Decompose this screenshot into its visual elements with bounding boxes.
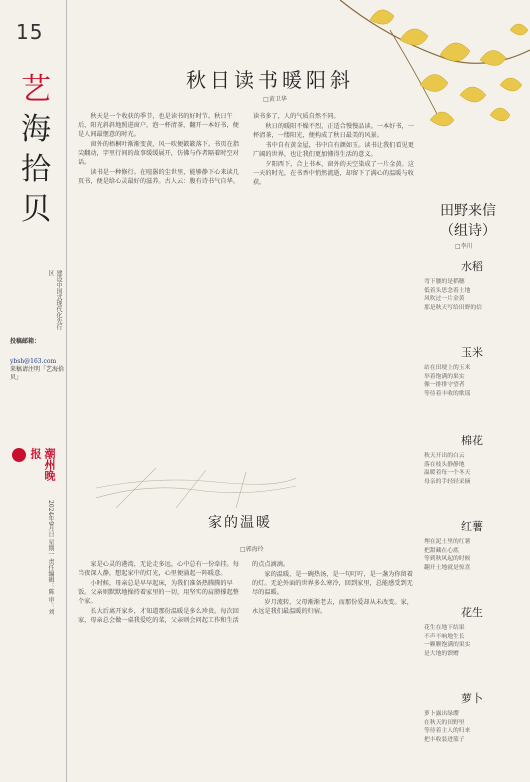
column-title-char-3: 拾 bbox=[21, 152, 51, 187]
article2-paragraph: 家的温暖，是一碗热汤，是一句叮咛，是一盏为你留着的灯。无论外面的世界多么寒冷，回到家里，总能感受到无尽的温暖。 bbox=[252, 571, 413, 596]
poem-line: 不声不响地生长 bbox=[424, 633, 465, 640]
poem-section-heading: 萝卜 bbox=[461, 692, 483, 705]
poem-line: 萝卜露出绿缨 bbox=[424, 711, 459, 717]
article2-body bbox=[78, 560, 416, 776]
poem-line: 落在枝头静静地 bbox=[424, 461, 465, 468]
article1-body bbox=[78, 112, 418, 472]
poem-section-heading: 花生 bbox=[461, 606, 483, 619]
poem-subtitle: （组诗） bbox=[440, 223, 496, 239]
column-divider bbox=[66, 0, 67, 782]
poem-line: 一颗颗饱满的果实 bbox=[424, 642, 471, 648]
column-title-char-4: 贝 bbox=[21, 192, 51, 227]
poem-section bbox=[424, 518, 520, 572]
submission-note: 来稿请注明「艺海拾贝」 bbox=[10, 366, 65, 381]
poem-line: 母亲的手轻轻采摘 bbox=[424, 478, 471, 485]
poem-section bbox=[424, 258, 520, 312]
poem-line: 花生在地下结果 bbox=[424, 625, 465, 631]
page-number: 15 bbox=[16, 20, 44, 44]
invite-head: 投稿邮箱： bbox=[10, 338, 41, 345]
poem-line: 像一排排守望者 bbox=[424, 382, 465, 388]
masthead-column bbox=[6, 8, 68, 778]
article1-paragraph: 书中自有黄金屋，书中自有颜如玉。读书让我们看见更广阔的世界，也让我们更加懂得生活的意义。 bbox=[253, 142, 414, 158]
column-title-char-2: 海 bbox=[21, 112, 51, 147]
editor-line: 2024年9月日 星期一 责任编辑：陈 审：刘 bbox=[47, 500, 54, 615]
poem-section bbox=[424, 432, 520, 486]
email-link[interactable]: ybsh@163.com bbox=[10, 358, 57, 365]
poem-section bbox=[424, 604, 520, 658]
article2-paragraph: 家是心灵的港湾，无论走多远，心中总有一份牵挂。每当夜深人静，想起家中的灯光，心里便涌起一阵暖意。 bbox=[78, 561, 239, 577]
article1-paragraph: 秋天是一个收获的季节，也是读书的好时节。秋日午后，阳光斜斜地照进窗户，泡一杯清茶，翻开一本好书，便是人间最惬意的时光。 bbox=[78, 113, 239, 138]
poem-line: 低着头思念着土地 bbox=[424, 287, 471, 294]
poem-line: 等到秋风起的时候 bbox=[424, 556, 471, 562]
poem-line: 等待着主人的归来 bbox=[424, 728, 471, 734]
poem-line: 翻开土地就是惊喜 bbox=[424, 564, 471, 571]
column-title bbox=[14, 70, 58, 230]
slogan: 建设中国式现代化先行区 bbox=[47, 270, 62, 330]
article1-title: 秋日读书暖阳斜 bbox=[186, 68, 354, 92]
poem-line: 举着饱满的果实 bbox=[424, 373, 465, 380]
article2-title: 家的温暖 bbox=[208, 515, 272, 531]
poem-section-heading: 棉花 bbox=[461, 434, 483, 447]
poem-title: 田野来信 bbox=[440, 203, 496, 219]
article2-paragraph: 长大后离开家乡，才知道那份温暖是多么珍贵。每次回家，母亲总会做一桌我爱吃的菜，父亲则会问起工作和生活的点点滴滴。 bbox=[78, 561, 290, 624]
poem-line: 埋在泥土里的红薯 bbox=[424, 539, 471, 545]
poem-line: 把甜藏在心底 bbox=[424, 547, 459, 554]
submission-invite bbox=[10, 338, 68, 346]
poem-line: 弯下腰的是稻穗 bbox=[424, 279, 465, 285]
article1-paragraph: 读书是一种修行。在喧嚣的尘世里，能够静下心来读几页书，便是给心灵最好的滋养。古人云：腹有诗书气自华。读书多了，人的气质自然不同。 bbox=[78, 113, 340, 185]
logo-text: 潮州晚报 bbox=[29, 448, 56, 481]
article1-paragraph: 夕阳西下，合上书本，窗外的天空染成了一片金黄。这一天的时光，在书香中悄然流逝，却留下了满心的温暖与收获。 bbox=[253, 161, 414, 186]
poem-section-heading: 水稻 bbox=[461, 260, 483, 273]
poem-line: 那是秋天写给田野的信 bbox=[424, 304, 482, 311]
poem-line: 秋天开出的白云 bbox=[424, 453, 465, 459]
poem-line: 站在田埂上的玉米 bbox=[424, 365, 471, 371]
logo-mark-icon bbox=[12, 448, 26, 462]
poem-line: 风吹过一片金黄 bbox=[424, 296, 465, 302]
poem-section bbox=[424, 344, 520, 398]
poem-section bbox=[424, 690, 520, 744]
article2-paragraph: 岁月流转，父母渐渐老去，而那份爱却从未改变。家，永远是我们最温暖的归宿。 bbox=[252, 599, 413, 615]
article1-paragraph: 秋日的暖阳不燥不烈，正适合慢慢品读。一本好书，一杯清茶，一缕阳光，便构成了秋日最美的风景。 bbox=[253, 123, 414, 139]
poem-line: 温暖着每一个冬天 bbox=[424, 470, 471, 476]
field-illustration bbox=[96, 428, 296, 508]
poem-line: 是大地的馈赠 bbox=[424, 650, 459, 657]
column-title-char-1: 艺 bbox=[21, 72, 51, 107]
poem-line: 把丰收装进篮子 bbox=[424, 736, 465, 743]
article1-byline: □黄卫华 bbox=[263, 96, 287, 103]
poem-line: 在秋天的田野里 bbox=[424, 719, 465, 726]
newspaper-logo bbox=[12, 448, 56, 490]
poem-author: □李川 bbox=[455, 243, 473, 250]
article1-paragraph: 窗外的梧桐叶渐渐变黄，风一吹便簌簌落下。书页在指尖翻动，字里行间的故事缓缓展开，仿佛与作者隔着时空对话。 bbox=[78, 141, 239, 166]
poem-line: 等待着丰收的歌谣 bbox=[424, 390, 471, 397]
poem-section-heading: 玉米 bbox=[461, 346, 483, 359]
contact-info bbox=[10, 358, 68, 382]
article2-paragraph: 小时候，母亲总是早早起床，为我们准备热腾腾的早饭。父亲则默默地操持着家里的一切，用坚实的肩膀撑起整个家。 bbox=[78, 580, 239, 605]
article2-byline: □郭海玲 bbox=[240, 546, 264, 553]
poem-section-heading: 红薯 bbox=[461, 520, 483, 533]
